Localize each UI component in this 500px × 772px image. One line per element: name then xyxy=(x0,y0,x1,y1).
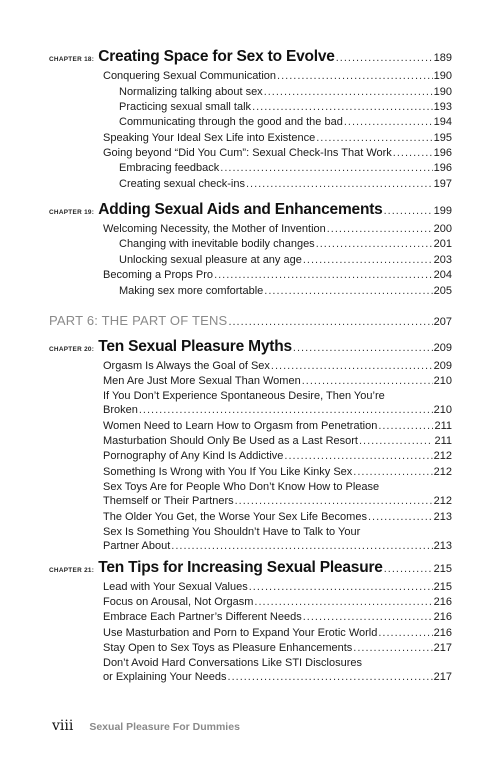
entry-title: Practicing sexual small talk xyxy=(119,101,252,113)
page-number: 217 xyxy=(433,642,452,654)
toc-entry[interactable] xyxy=(103,581,452,593)
dot-leader xyxy=(171,540,432,552)
dot-leader xyxy=(220,162,432,174)
toc-entry[interactable] xyxy=(103,596,452,608)
entry-title: Men Are Just More Sexual Than Women xyxy=(103,375,301,387)
toc-entry-first-line: If You Don’t Experience Spontaneous Desire, Then You’re xyxy=(103,390,385,402)
dot-leader xyxy=(384,563,433,575)
toc-entry[interactable] xyxy=(103,450,452,462)
entry-title: Embrace Each Partner’s Different Needs xyxy=(103,611,302,623)
toc-entry[interactable] xyxy=(103,404,452,416)
page-number: 213 xyxy=(433,511,452,523)
dot-leader xyxy=(254,596,432,608)
entry-title: Women Need to Learn How to Orgasm from Penetration xyxy=(103,420,378,432)
dot-leader xyxy=(353,466,432,478)
dot-leader xyxy=(378,627,432,639)
entry-title: Communicating through the good and the bad xyxy=(119,116,343,128)
page-number: 201 xyxy=(433,238,452,250)
page-number: 205 xyxy=(433,285,452,297)
entry-title: Masturbation Should Only Be Used as a Last Resort xyxy=(103,435,358,447)
page-number: 212 xyxy=(433,495,452,507)
entry-title: Themself or Their Partners xyxy=(103,495,234,507)
toc-entry[interactable] xyxy=(103,132,452,144)
toc-entry-first-line: Don’t Avoid Hard Conversations Like STI Disclosures xyxy=(103,657,363,669)
entry-title: or Explaining Your Needs xyxy=(103,671,227,683)
toc-subentry[interactable] xyxy=(119,285,452,297)
toc-entry[interactable] xyxy=(103,223,452,235)
dot-leader xyxy=(344,116,433,128)
entry-title: Orgasm Is Always the Goal of Sex xyxy=(103,360,270,372)
entry-title: Something Is Wrong with You If You Like Kinky Sex xyxy=(103,466,353,478)
chapter-label: CHAPTER 20: xyxy=(49,346,95,353)
page-number: 203 xyxy=(433,254,452,266)
entry-title: Lead with Your Sexual Values xyxy=(103,581,248,593)
dot-leader xyxy=(303,611,433,623)
dot-leader xyxy=(246,178,433,190)
chapter-title: Ten Sexual Pleasure Myths xyxy=(98,338,292,355)
entry-title: Becoming a Props Pro xyxy=(103,269,214,281)
dot-leader xyxy=(284,450,432,462)
entry-title: Changing with inevitable bodily changes xyxy=(119,238,315,250)
toc-subentry[interactable] xyxy=(119,178,452,190)
dot-leader xyxy=(264,86,433,98)
page-number: 207 xyxy=(433,316,452,328)
toc-entry[interactable] xyxy=(103,466,452,478)
entry-title: Pornography of Any Kind Is Addictive xyxy=(103,450,284,462)
page-number: 215 xyxy=(433,563,452,575)
chapter-20-heading[interactable] xyxy=(49,338,452,356)
page-number: 210 xyxy=(433,404,452,416)
page-number: 196 xyxy=(433,147,452,159)
page-number: 210 xyxy=(433,375,452,387)
part-heading[interactable] xyxy=(49,313,452,328)
dot-leader xyxy=(139,404,433,416)
entry-title: Making sex more comfortable xyxy=(119,285,264,297)
toc-entry[interactable] xyxy=(103,70,452,82)
chapter-19-heading[interactable] xyxy=(49,201,452,219)
dot-leader xyxy=(359,435,433,447)
entry-title: Unlocking sexual pleasure at any age xyxy=(119,254,302,266)
dot-leader xyxy=(252,101,433,113)
toc-entry[interactable] xyxy=(103,540,452,552)
page-number: 212 xyxy=(433,450,452,462)
dot-leader xyxy=(302,375,433,387)
dot-leader xyxy=(214,269,433,281)
dot-leader xyxy=(249,581,433,593)
entry-title: Partner About xyxy=(103,540,171,552)
toc-entry[interactable] xyxy=(103,420,452,432)
chapter-label: CHAPTER 18: xyxy=(49,56,95,63)
page-number: 216 xyxy=(433,596,452,608)
toc-entry[interactable] xyxy=(103,642,452,654)
dot-leader xyxy=(235,495,433,507)
chapter-title: Creating Space for Sex to Evolve xyxy=(98,48,335,65)
toc-entry[interactable] xyxy=(103,511,452,523)
dot-leader xyxy=(353,642,432,654)
toc-entry-first-line: Sex Toys Are for People Who Don’t Know How to Please xyxy=(103,481,380,493)
entry-title: Speaking Your Ideal Sex Life into Existence xyxy=(103,132,316,144)
page-number: 215 xyxy=(433,581,452,593)
folio-page-number: viii xyxy=(52,718,74,734)
page-number: 194 xyxy=(433,116,452,128)
page-number: 193 xyxy=(433,101,452,113)
entry-title: Creating sexual check-ins xyxy=(119,178,245,190)
entry-title: Stay Open to Sex Toys as Pleasure Enhancements xyxy=(103,642,353,654)
running-book-title: Sexual Pleasure For Dummies xyxy=(89,721,240,733)
page-number: 209 xyxy=(433,360,452,372)
toc-entry[interactable] xyxy=(103,269,452,281)
toc-entry[interactable] xyxy=(103,435,452,447)
page-number: 190 xyxy=(433,86,452,98)
entry-title: Normalizing talking about sex xyxy=(119,86,263,98)
entry-title: Conquering Sexual Communication xyxy=(103,70,277,82)
page-number: 196 xyxy=(433,162,452,174)
page-number: 190 xyxy=(433,70,452,82)
page-number: 216 xyxy=(433,611,452,623)
entry-title: The Older You Get, the Worse Your Sex Life Becomes xyxy=(103,511,367,523)
dot-leader xyxy=(277,70,433,82)
entry-title: Use Masturbation and Porn to Expand Your Erotic World xyxy=(103,627,378,639)
chapter-18-heading[interactable] xyxy=(49,48,452,66)
toc-entry[interactable] xyxy=(103,627,452,639)
page-number: 212 xyxy=(433,466,452,478)
page-number: 211 xyxy=(434,435,452,447)
dot-leader xyxy=(316,238,433,250)
entry-title: Welcoming Necessity, the Mother of Invention xyxy=(103,223,326,235)
dot-leader xyxy=(393,147,433,159)
dot-leader xyxy=(316,132,432,144)
page-number: 197 xyxy=(433,178,452,190)
dot-leader xyxy=(327,223,433,235)
dot-leader xyxy=(293,342,433,354)
entry-title: Focus on Arousal, Not Orgasm xyxy=(103,596,254,608)
dot-leader xyxy=(378,420,433,432)
toc-subentry[interactable] xyxy=(119,116,452,128)
page-footer xyxy=(52,718,240,734)
entry-title: Broken xyxy=(103,404,138,416)
page-number: 189 xyxy=(433,52,452,64)
chapter-title: Ten Tips for Increasing Sexual Pleasure xyxy=(98,559,383,576)
dot-leader xyxy=(384,205,433,217)
page-number: 204 xyxy=(433,269,452,281)
page-number: 200 xyxy=(433,223,452,235)
toc-entry[interactable] xyxy=(103,495,452,507)
dot-leader xyxy=(228,316,432,328)
page-number: 195 xyxy=(433,132,452,144)
toc-entry[interactable] xyxy=(103,611,452,623)
toc-entry[interactable] xyxy=(103,147,452,159)
chapter-label: CHAPTER 19: xyxy=(49,209,95,216)
chapter-21-heading[interactable] xyxy=(49,559,452,577)
toc-subentry[interactable] xyxy=(119,238,452,250)
page-number: 209 xyxy=(433,342,452,354)
dot-leader xyxy=(368,511,433,523)
toc-entry-first-line: Sex Is Something You Shouldn’t Have to Talk to Your xyxy=(103,526,361,538)
toc-entry[interactable] xyxy=(103,671,452,683)
toc-subentry[interactable] xyxy=(119,101,452,113)
page-number: 217 xyxy=(433,671,452,683)
dot-leader xyxy=(271,360,433,372)
chapter-title: Adding Sexual Aids and Enhancements xyxy=(98,201,383,218)
part-title: PART 6: THE PART OF TENS xyxy=(49,313,228,328)
entry-title: Embracing feedback xyxy=(119,162,220,174)
dot-leader xyxy=(264,285,432,297)
toc-entry[interactable] xyxy=(103,360,452,372)
toc-subentry[interactable] xyxy=(119,86,452,98)
page-number: 213 xyxy=(433,540,452,552)
chapter-label: CHAPTER 21: xyxy=(49,567,95,574)
dot-leader xyxy=(228,671,433,683)
page-number: 199 xyxy=(433,205,452,217)
page-number: 211 xyxy=(434,420,452,432)
toc-entry[interactable] xyxy=(103,375,452,387)
page-number: 216 xyxy=(433,627,452,639)
entry-title: Going beyond “Did You Cum”: Sexual Check-Ins That Work xyxy=(103,147,392,159)
dot-leader xyxy=(303,254,433,266)
dot-leader xyxy=(336,52,433,64)
toc-subentry[interactable] xyxy=(119,162,452,174)
toc-subentry[interactable] xyxy=(119,254,452,266)
